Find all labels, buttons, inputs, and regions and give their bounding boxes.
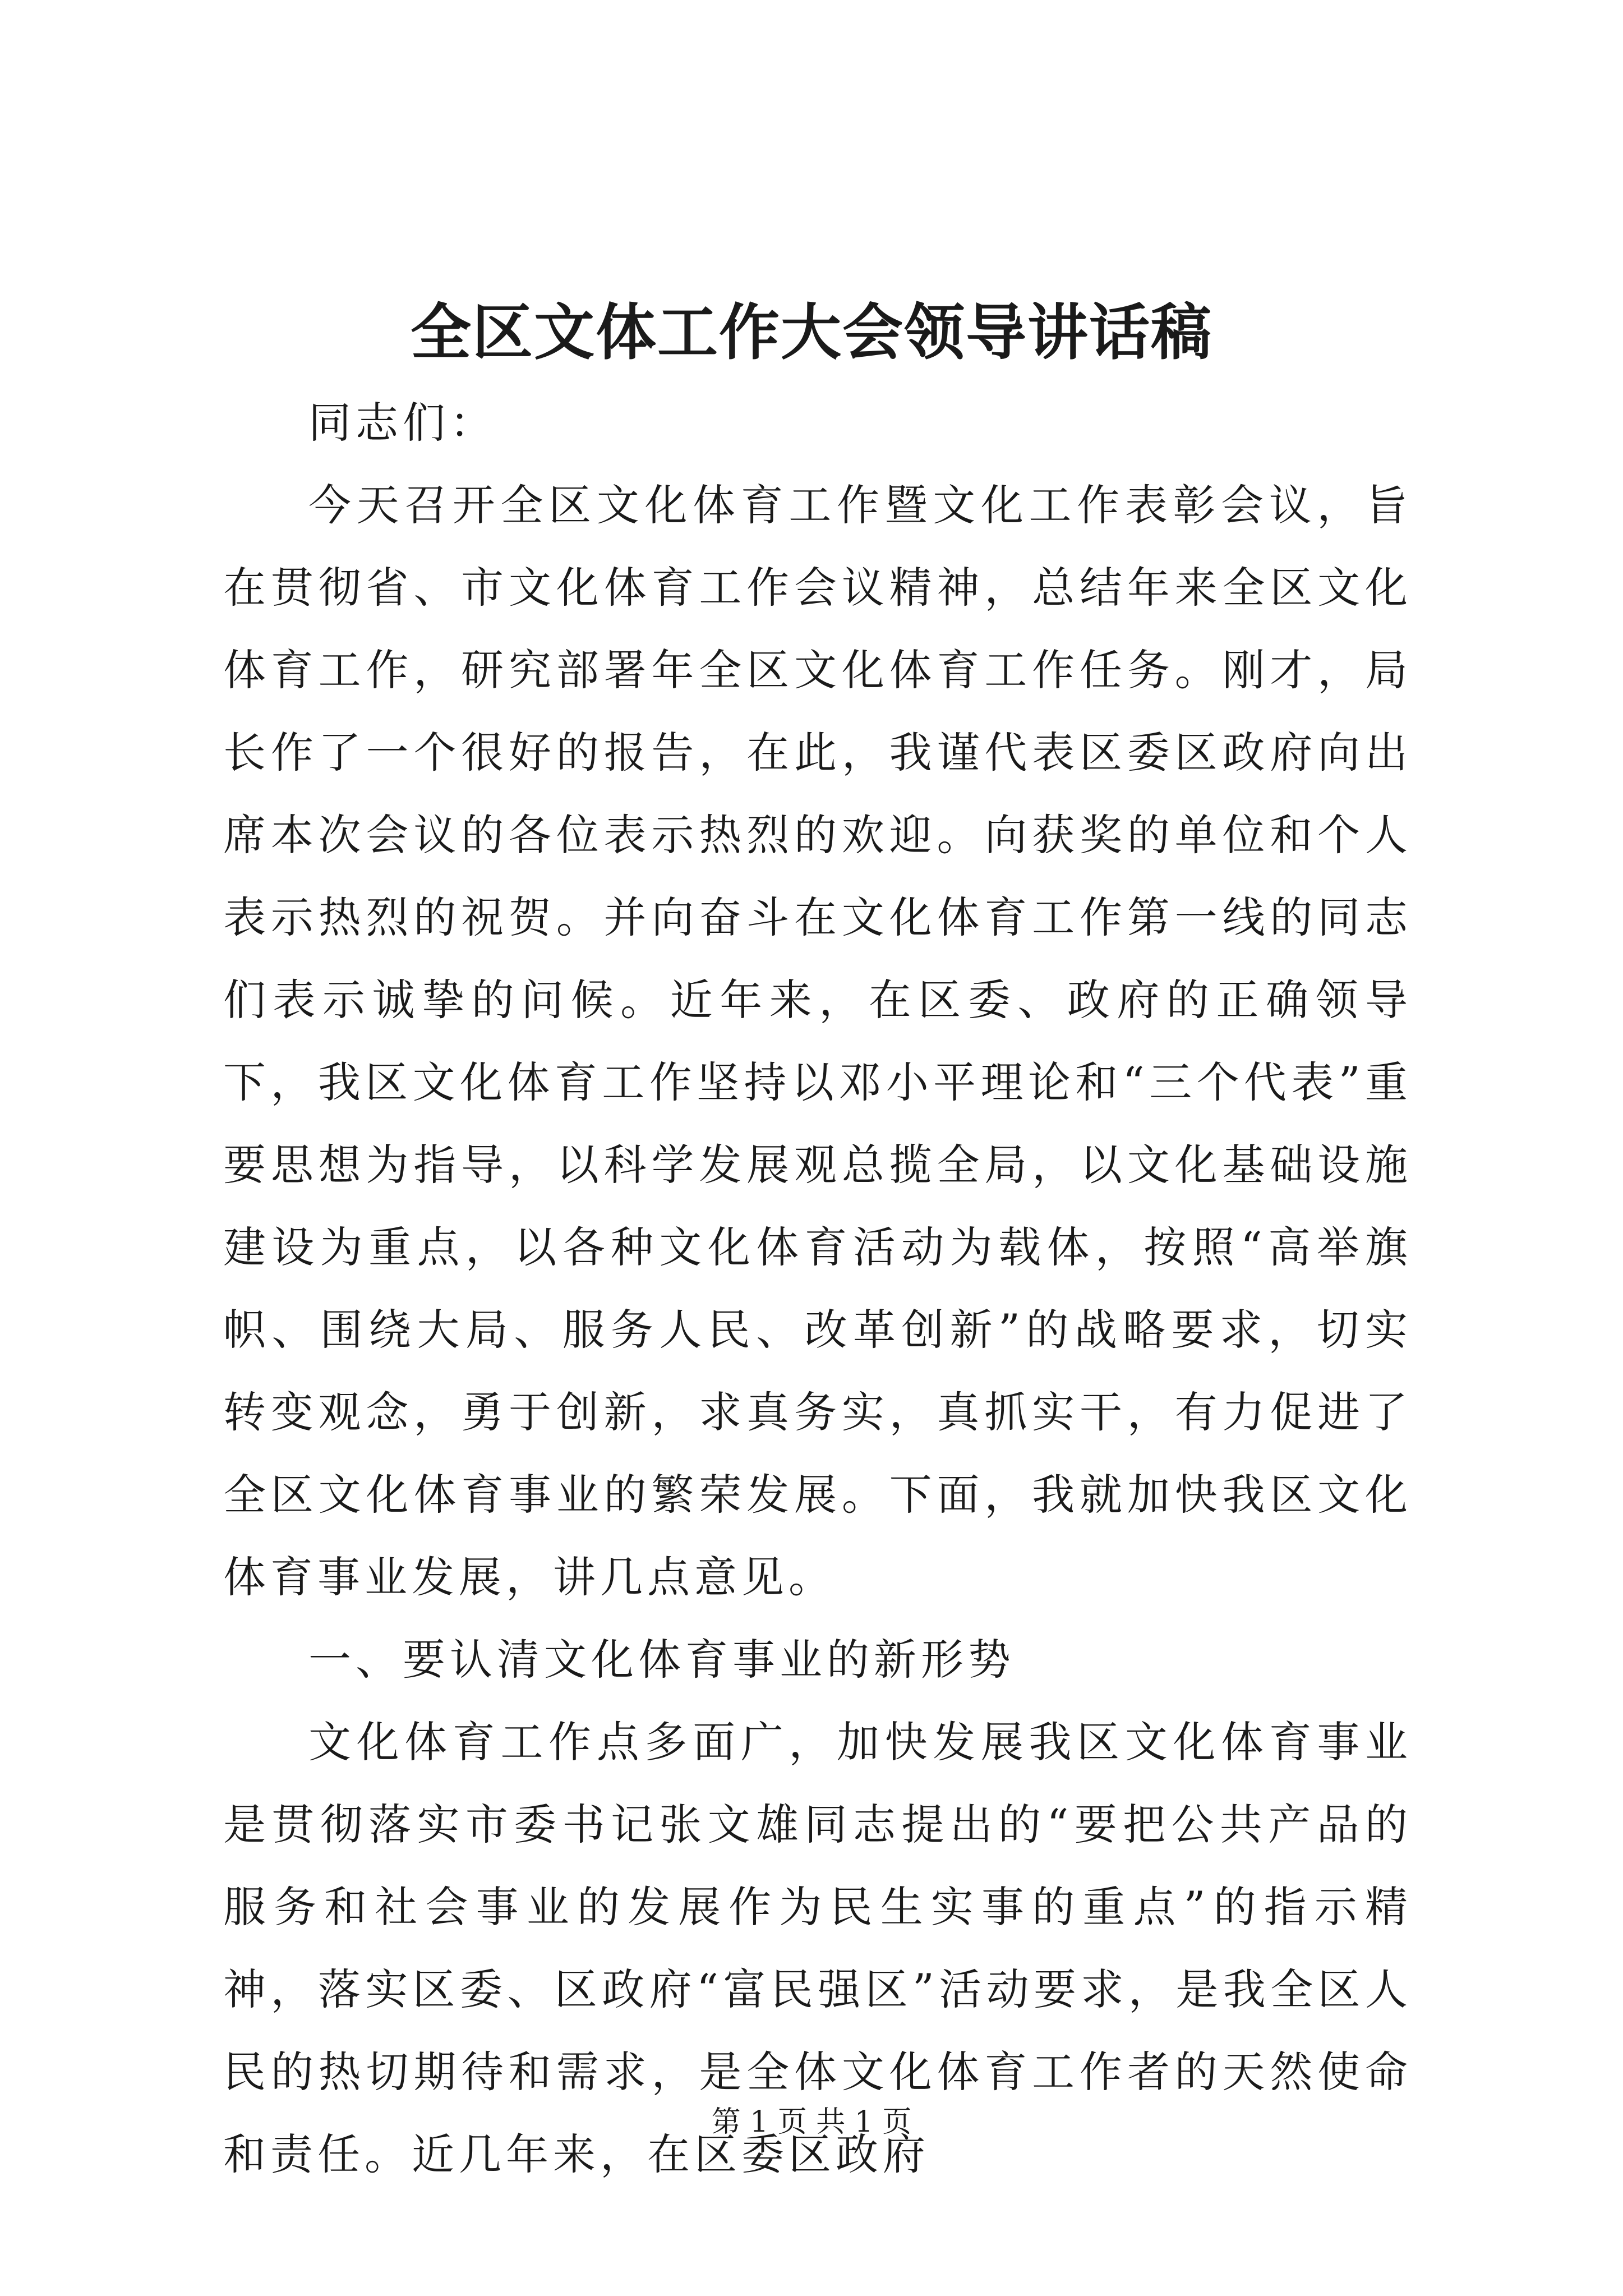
salutation-paragraph: 同志们：: [308, 398, 497, 448]
intro-paragraph: 今天召开全区文化体育工作暨文化工作表彰会议，旨在贯彻省、市文化体育工作会议精神，总结年来全区文化体育工作，研究部署年全区文化体育工作任务。刚才，局长作了一个很好的报告，在此，我谨代表区委区政府向出席本次会议的各位表示热烈的欢迎。向获奖的单位和个人表示热烈的祝贺。并向奋斗在文化体育工作第一线的同志们表示诚挚的问候。近年来，在区委、政府的正确领导下，我区文化体育工作坚持以邓小平理论和“三个代表”重要思想为指导，以科学发展观总揽全局，以文化基础设施建设为重点，以各种文化体育活动为载体，按照“高举旗帜、围绕大局、服务人民、改革创新”的战略要求，切实转变观念，勇于创新，求真务实，真抓实干，有力促进了全区文化体育事业的繁荣发展。下面，我就加快我区文化体育事业发展，讲几点意见。: [223, 480, 1412, 1602]
document-title: 全区文体工作大会领导讲话稿: [410, 297, 1212, 368]
section-heading: 一、要认清文化体育事业的新形势: [308, 1635, 1015, 1685]
section-paragraph: 文化体育工作点多面广，加快发展我区文化体育事业是贯彻落实市委书记张文雄同志提出的“要把公共产品的服务和社会事业的发展作为民生实事的重点”的指示精神，落实区委、区政府“富民强区”活动要求，是我全区人民的热切期待和需求，是全体文化体育工作者的天然使命和责任。近几年来，在区委区政府: [223, 1717, 1412, 2179]
page-footer: 第 1 页 共 1 页: [711, 2105, 912, 2139]
document-body: [223, 381, 1412, 2196]
